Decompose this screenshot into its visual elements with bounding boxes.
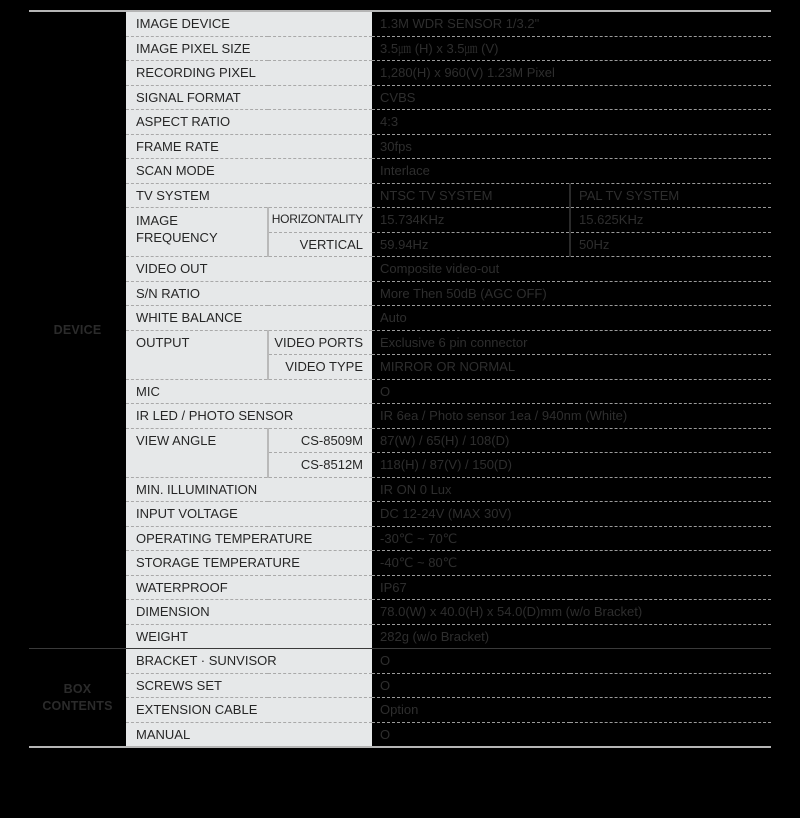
value-scan-mode: Interlace — [372, 159, 771, 184]
label-weight: WEIGHT — [126, 624, 372, 649]
label-input-voltage: INPUT VOLTAGE — [126, 502, 372, 527]
value-dimension: 78.0(W) x 40.0(H) x 54.0(D)mm (w/o Bracket) — [372, 600, 771, 625]
value-horizontality-ntsc: 15.734KHz — [372, 208, 570, 233]
sublabel-cs8509m: CS-8509M — [268, 428, 372, 453]
sublabel-video-type: VIDEO TYPE — [268, 355, 372, 380]
value-input-voltage: DC 12-24V (MAX 30V) — [372, 502, 771, 527]
label-image-frequency: IMAGE FREQUENCY — [126, 208, 268, 257]
row-image-frequency-horizontality — [29, 208, 771, 233]
value-cs8512m: 118(H) / 87(V) / 150(D) — [372, 453, 771, 478]
label-video-out: VIDEO OUT — [126, 257, 372, 282]
value-image-device: 1.3M WDR SENSOR 1/3.2" — [380, 16, 540, 32]
label-output: OUTPUT — [126, 330, 268, 379]
value-waterproof: IP67 — [372, 575, 771, 600]
value-tv-system-pal: PAL TV SYSTEM — [570, 183, 771, 208]
value-mic: O — [372, 379, 771, 404]
label-ir-led: IR LED / PHOTO SENSOR — [126, 404, 372, 429]
sublabel-cs8512m: CS-8512M — [268, 453, 372, 478]
sublabel-horizontality: HORIZONTALITY — [268, 208, 372, 233]
label-manual: MANUAL — [126, 722, 372, 746]
row-output-video-ports — [29, 330, 771, 355]
label-tv-system: TV SYSTEM — [126, 183, 372, 208]
value-sn-ratio: More Then 50dB (AGC OFF) — [372, 281, 771, 306]
label-sn-ratio: S/N RATIO — [126, 281, 372, 306]
row-operating-temperature — [29, 526, 771, 551]
value-video-ports: Exclusive 6 pin connector — [372, 330, 771, 355]
label-recording-pixel: RECORDING PIXEL — [126, 61, 372, 86]
row-manual — [29, 722, 771, 746]
value-vertical-pal: 50Hz — [570, 232, 771, 257]
row-mic — [29, 379, 771, 404]
row-dimension — [29, 600, 771, 625]
label-signal-format: SIGNAL FORMAT — [126, 85, 372, 110]
value-signal-format: CVBS — [372, 85, 771, 110]
value-frame-rate: 30fps — [372, 134, 771, 159]
row-aspect-ratio — [29, 110, 771, 135]
label-min-illumination: MIN. ILLUMINATION — [126, 477, 372, 502]
label-storage-temperature: STORAGE TEMPERATURE — [126, 551, 372, 576]
row-signal-format — [29, 85, 771, 110]
row-ir-led — [29, 404, 771, 429]
row-recording-pixel — [29, 61, 771, 86]
row-bracket-sunvisor — [29, 649, 771, 674]
row-scan-mode — [29, 159, 771, 184]
row-video-out — [29, 257, 771, 282]
label-image-device: IMAGE DEVICE — [126, 12, 372, 36]
row-image-device — [29, 12, 771, 36]
value-recording-pixel: 1,280(H) x 960(V) 1.23M Pixel — [372, 61, 771, 86]
label-frame-rate: FRAME RATE — [126, 134, 372, 159]
label-extension-cable: EXTENSION CABLE — [126, 698, 372, 723]
value-image-pixel-size: 3.5㎛ (H) x 3.5㎛ (V) — [372, 36, 771, 61]
value-white-balance: Auto — [372, 306, 771, 331]
label-scan-mode: SCAN MODE — [126, 159, 372, 184]
label-operating-temperature: OPERATING TEMPERATURE — [126, 526, 372, 551]
row-weight — [29, 624, 771, 649]
label-screws-set: SCREWS SET — [126, 673, 372, 698]
value-video-type: MIRROR OR NORMAL — [372, 355, 771, 380]
value-manual: O — [372, 722, 771, 746]
row-sn-ratio — [29, 281, 771, 306]
spec-table — [29, 10, 771, 748]
value-extension-cable: Option — [372, 698, 771, 723]
value-screws-set: O — [372, 673, 771, 698]
value-operating-temperature: -30℃ ~ 70℃ — [372, 526, 771, 551]
label-aspect-ratio: ASPECT RATIO — [126, 110, 372, 135]
row-white-balance — [29, 306, 771, 331]
row-frame-rate — [29, 134, 771, 159]
value-storage-temperature: -40℃ ~ 80℃ — [372, 551, 771, 576]
row-extension-cable — [29, 698, 771, 723]
sublabel-video-ports: VIDEO PORTS — [268, 330, 372, 355]
value-horizontality-pal: 15.625KHz — [570, 208, 771, 233]
value-weight: 282g (w/o Bracket) — [372, 624, 771, 649]
value-bracket-sunvisor: O — [372, 649, 771, 674]
label-view-angle: VIEW ANGLE — [126, 428, 268, 477]
row-input-voltage — [29, 502, 771, 527]
value-cs8509m: 87(W) / 65(H) / 108(D) — [372, 428, 771, 453]
row-storage-temperature — [29, 551, 771, 576]
value-ir-led: IR 6ea / Photo sensor 1ea / 940nm (White) — [372, 404, 771, 429]
group-device: DEVICE — [53, 322, 102, 337]
row-min-illumination — [29, 477, 771, 502]
label-white-balance: WHITE BALANCE — [126, 306, 372, 331]
value-vertical-ntsc: 59.94Hz — [372, 232, 570, 257]
label-bracket-sunvisor: BRACKET · SUNVISOR — [126, 649, 372, 674]
row-screws-set — [29, 673, 771, 698]
label-dimension: DIMENSION — [126, 600, 372, 625]
row-waterproof — [29, 575, 771, 600]
value-aspect-ratio: 4:3 — [372, 110, 771, 135]
group-box-contents: BOX CONTENTS — [29, 649, 126, 747]
row-view-angle-cs8509m — [29, 428, 771, 453]
row-image-pixel-size — [29, 36, 771, 61]
value-video-out: Composite video-out — [372, 257, 771, 282]
row-tv-system — [29, 183, 771, 208]
label-waterproof: WATERPROOF — [126, 575, 372, 600]
label-image-pixel-size: IMAGE PIXEL SIZE — [126, 36, 372, 61]
label-mic: MIC — [126, 379, 372, 404]
sublabel-vertical: VERTICAL — [268, 232, 372, 257]
value-tv-system-ntsc: NTSC TV SYSTEM — [372, 183, 570, 208]
value-min-illumination: IR ON 0 Lux — [372, 477, 771, 502]
